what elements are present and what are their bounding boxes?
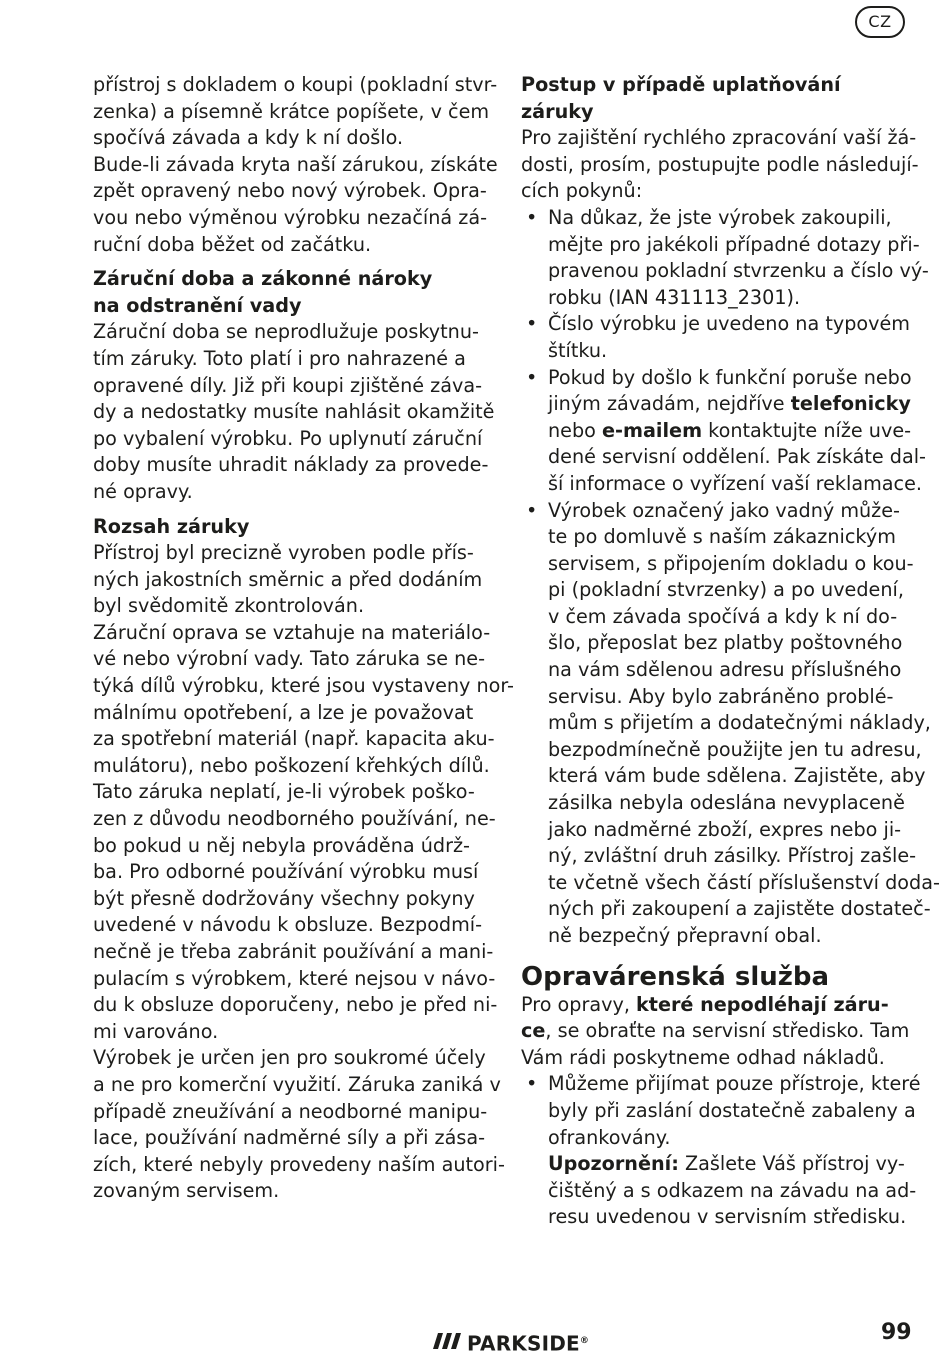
text-run: kontaktujte níže uve- xyxy=(702,418,912,442)
paragraph-claim-intro xyxy=(521,125,919,205)
text-line: Vám rádi poskytneme odhad nákladů. xyxy=(521,1045,885,1069)
list-item xyxy=(521,205,929,311)
text-line: čištěný a s odkazem na závadu na ad- xyxy=(548,1178,917,1202)
bullet-icon: • xyxy=(526,1072,538,1096)
emphasis-email: e-mailem xyxy=(601,418,703,442)
emphasis-phone: telefonicky xyxy=(790,392,911,416)
list-item xyxy=(521,1071,921,1231)
heading-repair-service: Opravárenská služba xyxy=(521,961,830,992)
text-line: mům s přijetím a dodatečnými náklady, xyxy=(548,711,931,735)
list-item xyxy=(521,498,940,950)
paragraph-warranty-period xyxy=(93,319,495,505)
text-line: Záruční oprava se vztahuje na materiálo- xyxy=(93,620,491,644)
text-line: vou nebo výměnou výrobku nezačíná zá- xyxy=(93,205,488,229)
text-line: pravenou pokladní stvrzenku a číslo vý- xyxy=(548,259,929,283)
paragraph-exclusions xyxy=(93,779,498,1045)
text-line: v čem závada spočívá a kdy k ní do- xyxy=(548,604,898,628)
text-line: te po domluvě s naším zákaznickým xyxy=(548,525,896,549)
text-line: bo pokud u něj nebyla prováděna údrž- xyxy=(93,833,470,857)
text-line: né opravy. xyxy=(93,479,193,503)
text-line: dené servisní oddělení. Pak získáte dal- xyxy=(548,445,926,469)
text-line xyxy=(548,418,912,445)
text-line: Tato záruka neplatí, je-li výrobek poško- xyxy=(93,780,475,804)
heading-line: Rozsah záruky xyxy=(93,514,250,538)
text-line: Záruční doba se neprodlužuje poskytnu- xyxy=(93,320,479,344)
text-line: být přesně dodržovány všechny pokyny xyxy=(93,886,475,910)
text-line: zenka) a písemně krátce popíšete, v čem xyxy=(93,99,490,123)
text-line: ší informace o vyřízení vaší reklamace. xyxy=(548,471,923,495)
text-line: tím záruky. Toto platí i pro nahrazené a xyxy=(93,346,466,370)
text-line: Číslo výrobku je uvedeno na typovém xyxy=(548,312,910,336)
text-line xyxy=(521,992,906,1019)
text-run: jiným závadám, nejdříve xyxy=(548,392,791,416)
list-item xyxy=(521,365,926,498)
text-line: zovaným servisem. xyxy=(93,1179,280,1203)
emphasis-text: které nepodléhají záru- xyxy=(636,992,889,1016)
text-line: a ne pro komerční využití. Záruka zaniká v xyxy=(93,1072,501,1096)
text-run: , se obraťte na servisní středisko. Tam xyxy=(545,1019,910,1043)
text-run: Pro opravy, xyxy=(521,992,637,1016)
text-line: servisu. Aby bylo zabráněno problé- xyxy=(548,684,894,708)
text-line: ruční doba běžet od začátku. xyxy=(93,232,372,256)
paragraph-private-use xyxy=(93,1045,505,1205)
language-badge: CZ xyxy=(855,6,905,38)
text-line: opravené díly. Již při koupi zjištěné záva- xyxy=(93,373,483,397)
text-line: ně bezpečný přepravní obal. xyxy=(548,924,822,947)
text-line: po vybalení výrobku. Po uplynutí záruční xyxy=(93,426,483,450)
text-line: ných při zakoupení a zajistěte dostateč- xyxy=(548,897,931,921)
text-line: mi varováno. xyxy=(93,1019,219,1043)
text-line: doby musíte uhradit náklady za provede- xyxy=(93,453,489,477)
heading-line: Záruční doba a zákonné nároky xyxy=(93,267,433,291)
text-line: cích pokynů: xyxy=(521,179,643,203)
text-line xyxy=(521,1018,910,1045)
text-line: ných jakostních směrnic a před dodáním xyxy=(93,567,483,591)
logo-wordmark xyxy=(467,1328,589,1357)
text-line: Pokud by došlo k funkční poruše nebo xyxy=(548,365,912,389)
text-line: resu uvedenou v servisním středisku. xyxy=(548,1205,907,1229)
paragraph-defects xyxy=(93,620,514,780)
text-line: šlo, přeposlat bez platby poštovného xyxy=(548,631,903,655)
text-line: jako nadměrné zboží, expres nebo ji- xyxy=(548,817,902,841)
heading-claim-procedure xyxy=(521,72,906,125)
logo-text: PARKSIDE xyxy=(467,1331,580,1356)
text-line: byl svědomitě zkontrolován. xyxy=(93,594,365,618)
text-line: te včetně všech částí příslušenství doda- xyxy=(548,870,940,894)
text-line: na vám sdělenou adresu příslušného xyxy=(548,658,902,682)
text-line: Na důkaz, že jste výrobek zakoupili, xyxy=(548,205,892,229)
heading-line: Postup v případě uplatňování xyxy=(521,73,841,96)
bullet-icon: • xyxy=(526,312,538,336)
heading-warranty-scope xyxy=(93,514,485,541)
text-line: du k obsluze doporučeny, nebo je před ni- xyxy=(93,993,498,1017)
paragraph-quality xyxy=(93,540,485,620)
text-line: byly při zaslání dostatečně zabaleny a xyxy=(548,1098,916,1122)
text-line: vé nebo výrobní vady. Tato záruka se ne- xyxy=(93,647,485,671)
text-line: servisem, s připojením dokladu o kou- xyxy=(548,551,914,575)
text-line: pi (pokladní stvrzenky) a po uvedení, xyxy=(548,578,904,602)
text-line: mějte pro jakékoli případné dotazy při- xyxy=(548,232,920,256)
text-line: zích, které nebyly provedeny naším autori- xyxy=(93,1152,505,1176)
heading-line: záruky xyxy=(521,99,594,123)
list-item xyxy=(521,311,910,364)
text-line: Pro zajištění rychlého zpracování vaší žá- xyxy=(521,126,917,150)
text-line: uvedené v návodu k obsluze. Bezpodmí- xyxy=(93,913,483,937)
registered-mark: ® xyxy=(579,1336,590,1346)
heading-line: na odstranění vady xyxy=(93,293,302,317)
text-line: mulátoru), nebo poškození křehkých dílů. xyxy=(93,753,490,777)
text-line: ný, zvláštní druh zásilky. Přístroj zašle- xyxy=(548,844,917,868)
paragraph-repair-intro xyxy=(521,992,910,1072)
heading-warranty-period xyxy=(93,266,485,319)
text-line: Přístroj byl precizně vyroben podle přís- xyxy=(93,541,474,565)
text-line: přístroj s dokladem o koupi (pokladní stvr- xyxy=(93,73,498,96)
text-line: ofrankovány. xyxy=(548,1125,671,1149)
paragraph-receipt xyxy=(93,72,498,152)
bullet-icon: • xyxy=(526,498,538,522)
text-line: zásilka nebyla odeslána nevyplaceně xyxy=(548,791,905,815)
paragraph-warranty-cover xyxy=(93,152,498,258)
text-line: málnímu opotřebení, a lze je považovat xyxy=(93,700,474,724)
text-line: dosti, prosím, postupujte podle následují- xyxy=(521,152,919,176)
bullet-icon: • xyxy=(526,365,538,389)
text-line: pulacím s výrobkem, které nejsou v návo- xyxy=(93,966,496,990)
logo-stripes-icon xyxy=(433,1333,463,1349)
text-line: případě zneužívání a neodborné manipu- xyxy=(93,1099,488,1123)
page-number: 99 xyxy=(881,1320,912,1345)
text-line: týká dílů výrobku, které jsou vystaveny nor- xyxy=(93,674,514,698)
emphasis-text: ce xyxy=(521,1019,546,1043)
text-line: Výrobek označený jako vadný může- xyxy=(548,498,900,522)
text-line: Můžeme přijímat pouze přístroje, které xyxy=(548,1072,921,1096)
text-line: za spotřební materiál (např. kapacita aku- xyxy=(93,727,495,751)
text-run: nebo xyxy=(548,418,602,442)
text-line: lace, používání nadměrné síly a při zása- xyxy=(93,1126,486,1150)
text-line: robku (IAN 431113_2301). xyxy=(548,285,801,309)
text-line: zpět opravený nebo nový výrobek. Opra- xyxy=(93,179,487,203)
text-line: spočívá závada a kdy k ní došlo. xyxy=(93,126,404,150)
text-line: Bude-li závada kryta naší zárukou, získáte xyxy=(93,152,498,176)
text-line: ba. Pro odborné používání výrobku musí xyxy=(93,860,479,884)
note-label: Upozornění: xyxy=(548,1152,679,1176)
text-line: která vám bude sdělena. Zajistěte, aby xyxy=(548,764,926,788)
text-line: dy a nedostatky musíte nahlásit okamžitě xyxy=(93,400,495,424)
right-column xyxy=(521,72,940,1231)
text-line xyxy=(548,391,911,418)
text-line: Výrobek je určen jen pro soukromé účely xyxy=(93,1046,486,1070)
text-line: nečně je třeba zabránit používání a mani- xyxy=(93,940,494,963)
left-column xyxy=(93,72,514,1205)
text-line: štítku. xyxy=(548,338,608,362)
bullet-icon: • xyxy=(526,205,538,229)
text-line: bezpodmínečně použijte jen tu adresu, xyxy=(548,737,922,761)
text-run: Zašlete Váš přístroj vy- xyxy=(678,1152,905,1176)
text-line xyxy=(548,1151,906,1178)
text-line: zen z důvodu neodborného používání, ne- xyxy=(93,807,496,831)
